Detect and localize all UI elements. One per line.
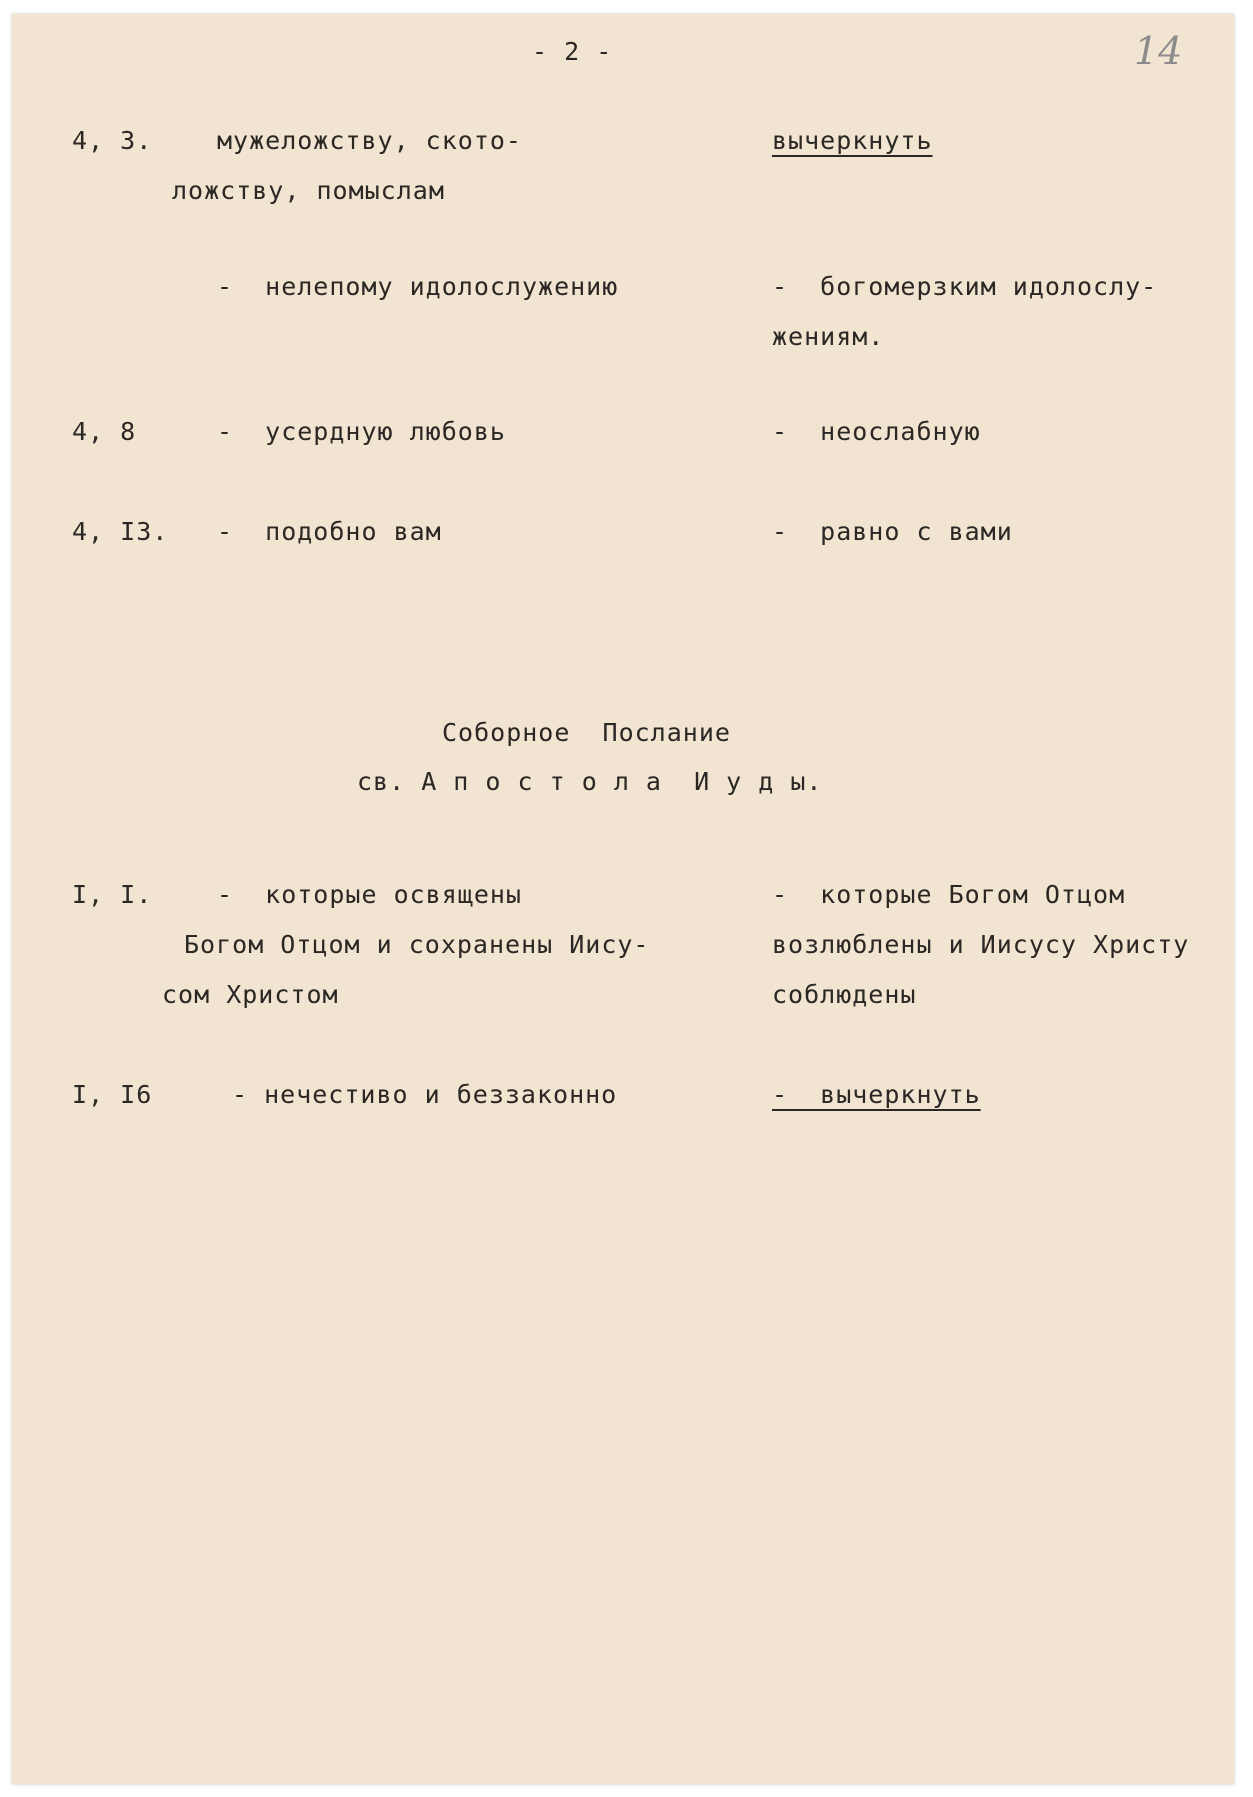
entry-target-line: - неослабную xyxy=(772,417,981,446)
entry-source-line: - которые освящены xyxy=(217,880,522,909)
entry-target-line: возлюблены и Иисусу Христу xyxy=(772,930,1190,959)
entry-ref: 4, 3. xyxy=(72,126,153,155)
entry-ref: 4, I3. xyxy=(72,517,169,546)
entry-ref: 4, 8 xyxy=(72,417,137,446)
entry-target-line: - вычеркнуть xyxy=(772,1080,981,1109)
archive-folio-mark: 14 xyxy=(1134,29,1183,73)
entry-target-line: соблюдены xyxy=(772,980,917,1009)
entry-source-line: - нечестиво и беззаконно xyxy=(232,1080,618,1109)
entry-source-line: - подобно вам xyxy=(217,517,442,546)
entry-target-line: жениям. xyxy=(772,322,885,351)
entry-source-line: мужеложству, ското- xyxy=(217,126,522,155)
entry-source-line: Богом Отцом и сохранены Иису- xyxy=(184,930,650,959)
page-number: - 2 - xyxy=(532,37,613,66)
section-title: Соборное Послание xyxy=(442,718,731,747)
entry-ref: I, I. xyxy=(72,880,153,909)
section-subtitle: св. А п о с т о л а И у д ы. xyxy=(357,767,823,796)
entry-source-line: - нелепому идолослужению xyxy=(217,272,619,301)
entry-target-line: вычеркнуть xyxy=(772,126,933,155)
entry-target-line: - равно с вами xyxy=(772,517,1013,546)
entry-source-line: ложству, помыслам xyxy=(172,176,445,205)
document-page xyxy=(12,14,1234,1784)
entry-source-line: сом Христом xyxy=(162,980,339,1009)
entry-ref: I, I6 xyxy=(72,1080,153,1109)
entry-source-line: - усердную любовь xyxy=(217,417,506,446)
entry-target-line: - которые Богом Отцом xyxy=(772,880,1126,909)
entry-target-line: - богомерзким идолослу- xyxy=(772,272,1158,301)
